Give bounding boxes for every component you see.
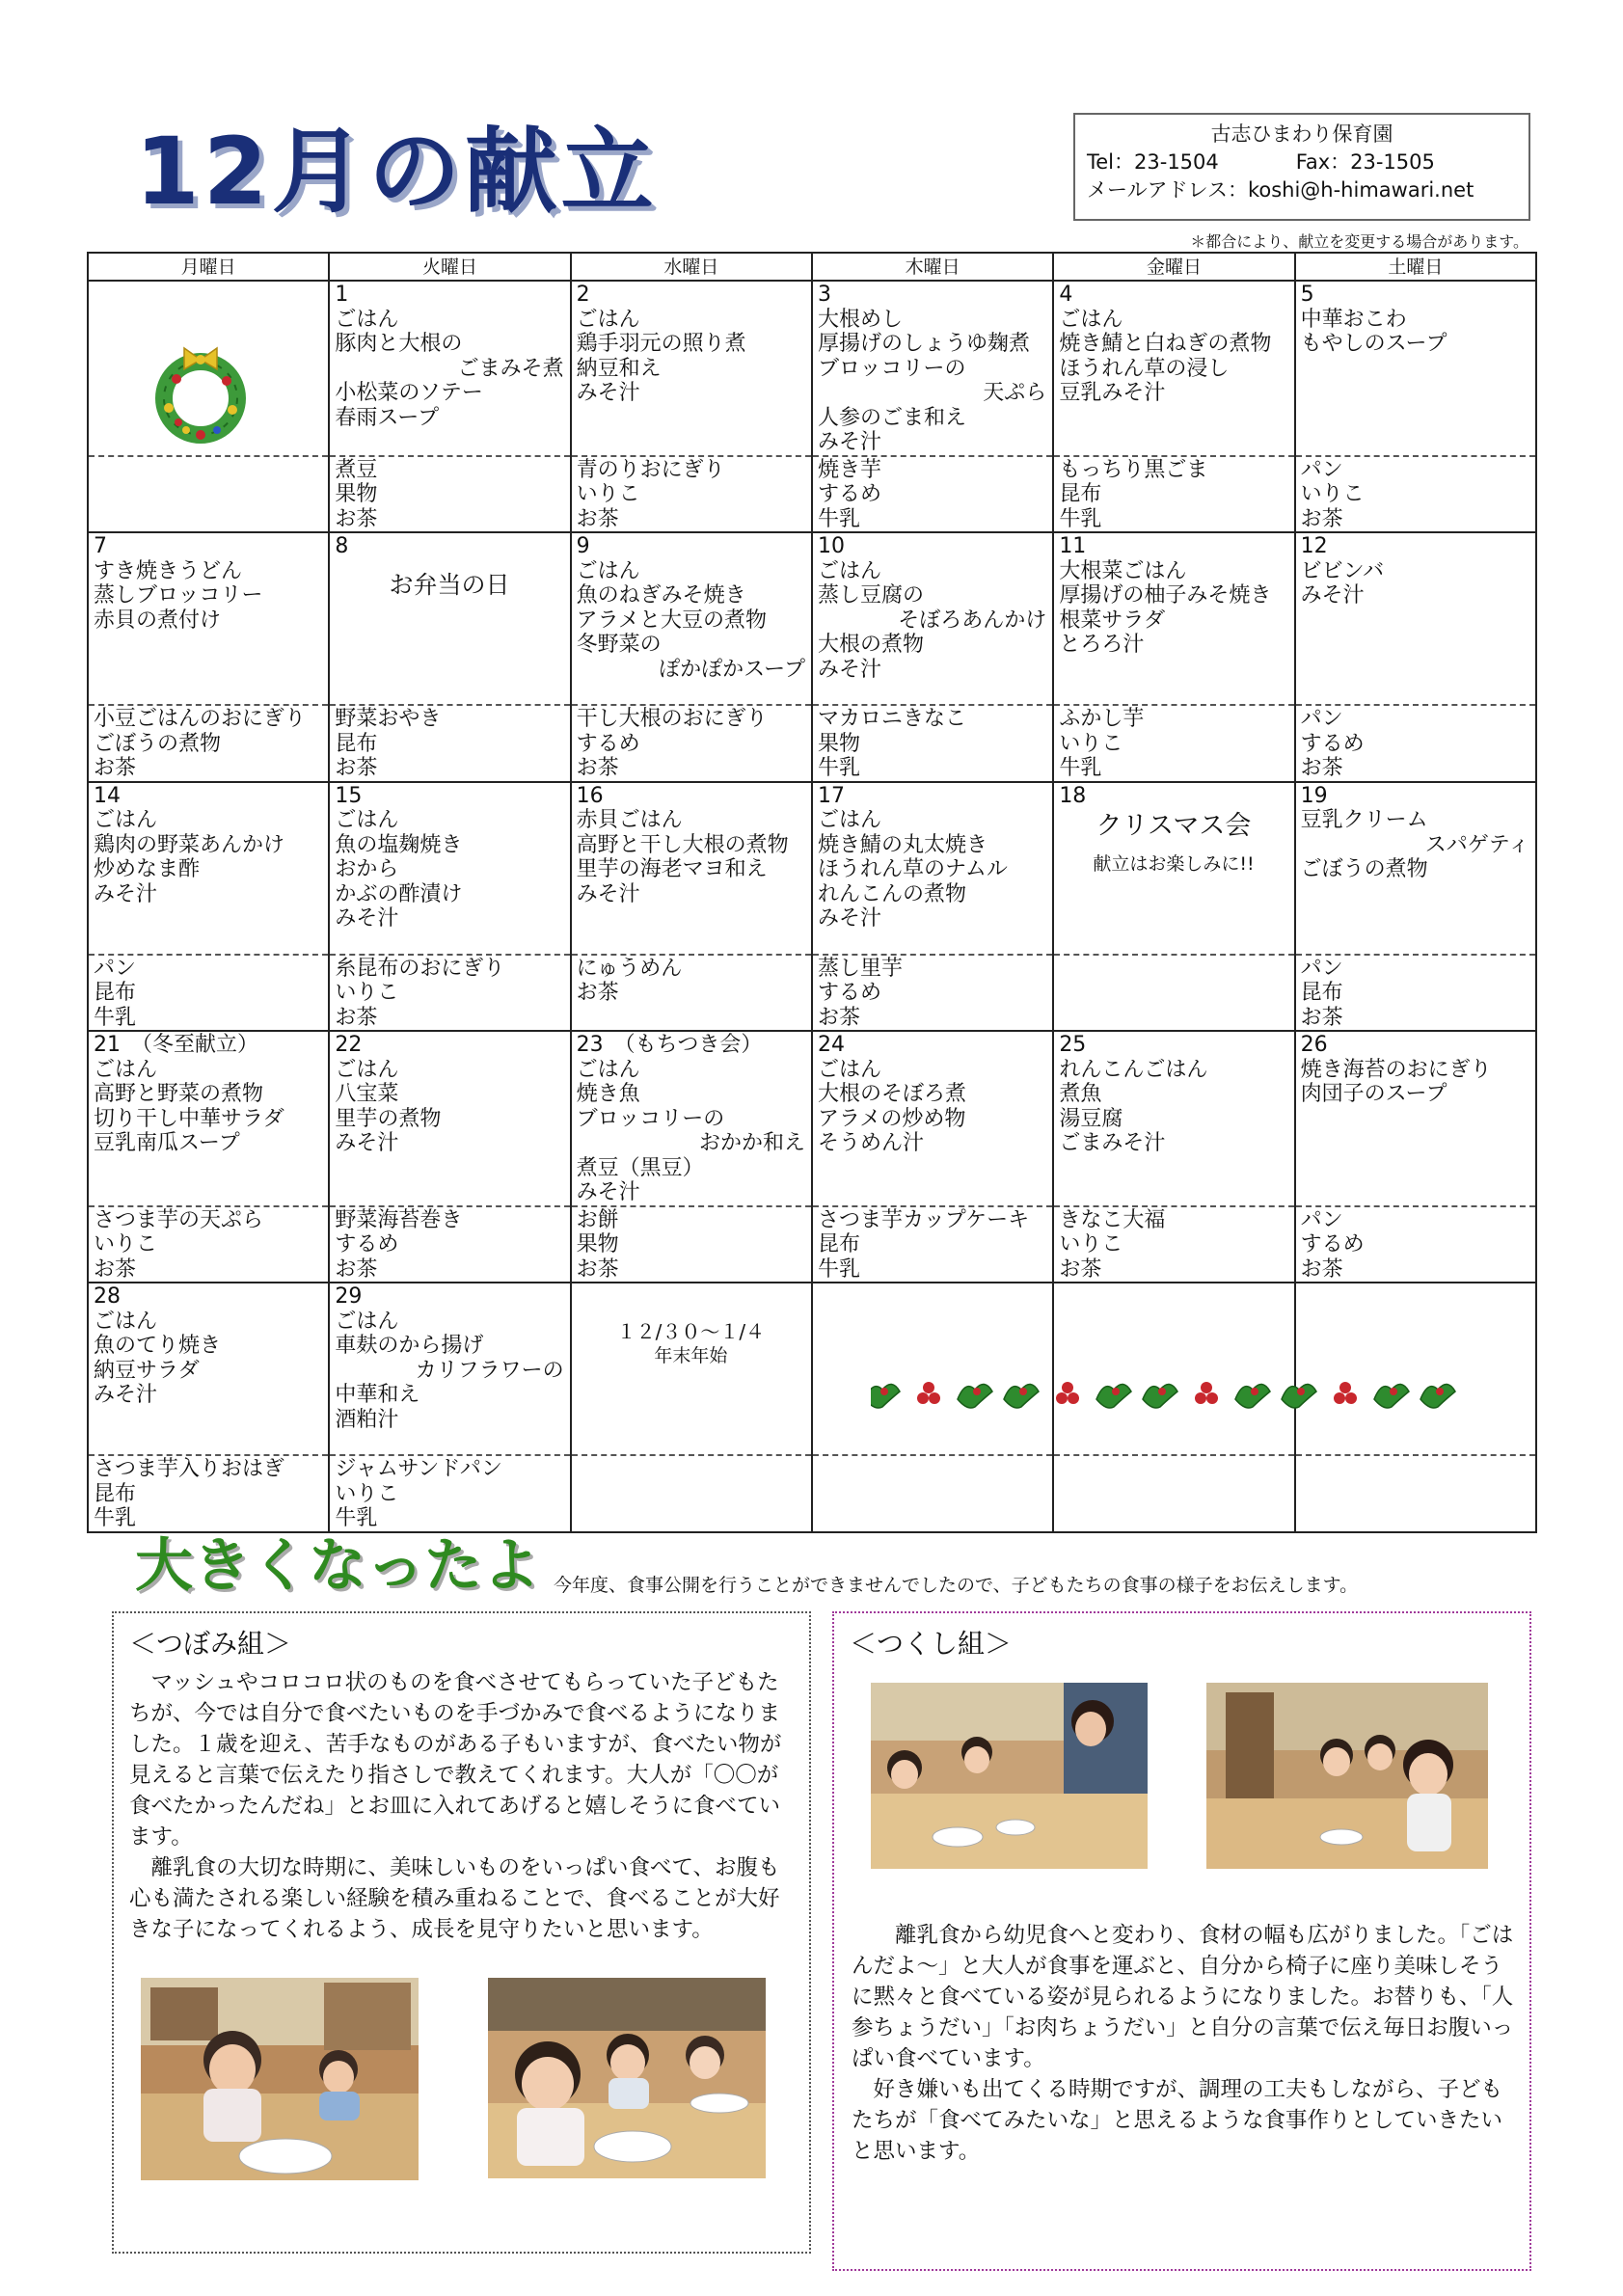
menu-item: お茶 — [817, 1005, 860, 1030]
date-number: 25 — [1059, 1033, 1087, 1057]
menu-item: 煮魚 — [1059, 1082, 1102, 1106]
menu-item: 煮豆（黒豆） — [576, 1155, 704, 1180]
menu-item: 車麸のから揚げ — [335, 1334, 484, 1358]
menu-item: ごまみそ煮 — [457, 356, 564, 381]
menu-item: ごはん — [817, 1057, 881, 1082]
tsukushi-paragraph-2: 好き嫌いも出てくる時期ですが、調理の工夫もしながら、子どもたちが「食べてみたいな」と思えるような食事作りとしていきたいと思います。 — [852, 2077, 1503, 2164]
lunch-cell — [1053, 281, 1294, 456]
week-5-lunch-row — [88, 1283, 1536, 1455]
tsubomi-paragraph-2: 離乳食の大切な時期に、美味しいものをいっぱい食べて、お腹も心も満たされる楽しい経験を積み重ねることで、食べることが大好きな子になってくれるよう、成長を見守りたいと思います。 — [129, 1855, 780, 1942]
menu-item: みそ汁 — [817, 657, 881, 682]
menu-item: するめ — [1300, 731, 1365, 756]
lunch-cell — [571, 782, 812, 955]
snack-cell — [88, 705, 329, 782]
menu-item: 人参のごま和え — [817, 405, 966, 430]
lunch-cell — [571, 1283, 812, 1455]
menu-item: みそ汁 — [817, 906, 881, 931]
lunch-cell — [812, 532, 1053, 705]
menu-item: 納豆サラダ — [94, 1358, 200, 1383]
menu-item: 切り干し中華サラダ — [94, 1106, 284, 1131]
snack-cell — [1053, 705, 1294, 782]
lunch-cell — [812, 281, 1053, 456]
menu-item: アラメと大豆の煮物 — [576, 608, 767, 633]
date-number: 29 — [335, 1284, 363, 1309]
menu-item: お茶 — [335, 1256, 378, 1282]
menu-item: 昆布 — [335, 731, 378, 756]
menu-item: ごはん — [94, 1057, 158, 1082]
lunch-cell — [329, 281, 570, 456]
menu-item: パン — [1300, 956, 1343, 981]
menu-item: 里芋の海老マヨ和え — [576, 857, 768, 881]
menu-item: お茶 — [1300, 756, 1343, 780]
menu-item: かぶの酢漬け — [335, 881, 463, 906]
snack-cell — [812, 955, 1053, 1032]
menu-item: お茶 — [576, 981, 619, 1005]
menu-item: アラメの炒め物 — [817, 1106, 966, 1131]
event-sublabel: 年末年始 — [654, 1345, 728, 1366]
snack-cell — [1053, 456, 1294, 533]
menu-item: 青のりおにぎり — [576, 457, 725, 482]
menu-item: ごはん — [576, 558, 640, 583]
menu-item: みそ汁 — [94, 1383, 158, 1407]
date-number: 23 （もちつき会） — [576, 1033, 763, 1057]
menu-item: 果物 — [576, 1232, 619, 1256]
date-number: 15 — [335, 783, 363, 808]
menu-item: 肉団子のスープ — [1300, 1082, 1447, 1106]
menu-item: 蒸し豆腐の — [817, 583, 924, 608]
snack-cell — [88, 1206, 329, 1283]
menu-item: そぼろあんかけ — [898, 608, 1047, 633]
menu-item: 春雨スープ — [335, 405, 440, 430]
menu-item: いりこ — [94, 1232, 158, 1256]
menu-item: 厚揚げのしょうゆ麹煮 — [817, 332, 1030, 356]
tsubomi-box — [112, 1611, 811, 2254]
event-label: お弁当の日 — [389, 570, 510, 599]
menu-item: 厚揚げの柚子みそ焼き — [1059, 583, 1272, 608]
lunch-cell — [329, 532, 570, 705]
menu-item: するめ — [1300, 1232, 1365, 1256]
menu-item: パン — [94, 956, 137, 981]
lunch-cell — [1053, 1031, 1294, 1206]
lunch-cell — [1295, 281, 1536, 456]
lunch-cell — [88, 782, 329, 955]
holiday-label: １２/３０～１/４ — [616, 1320, 766, 1343]
weekday-mon: 月曜日 — [88, 253, 329, 281]
menu-item: 炒めなま酢 — [94, 857, 201, 881]
menu-item: 豚肉と大根の — [335, 332, 463, 356]
date-number: 12 — [1300, 534, 1328, 558]
menu-item: 納豆和え — [576, 356, 662, 381]
menu-item: お茶 — [94, 1256, 137, 1282]
date-number: 2 — [576, 283, 590, 307]
snack-cell — [571, 955, 812, 1032]
lunch-cell — [571, 1031, 812, 1206]
email: メールアドレス：koshi@h-himawari.net — [1087, 178, 1474, 202]
date-number: 26 — [1300, 1033, 1328, 1057]
menu-item: 野菜海苔巻き — [335, 1207, 463, 1232]
date-number: 24 — [817, 1033, 845, 1057]
menu-item: 小豆ごはんのおにぎり — [94, 707, 307, 731]
menu-item: いりこ — [335, 981, 399, 1005]
menu-item: パン — [1300, 1207, 1343, 1232]
menu-item: 果物 — [335, 482, 378, 506]
tsukushi-photo-2 — [1206, 1683, 1488, 1869]
lunch-cell — [812, 782, 1053, 955]
menu-item: さつま芋の天ぷら — [94, 1207, 264, 1232]
date-number: 9 — [576, 534, 590, 558]
snack-cell — [88, 955, 329, 1032]
menu-item: ごはん — [1059, 307, 1123, 332]
menu-item: ごはん — [817, 558, 881, 583]
date-number: 5 — [1300, 283, 1314, 307]
contact-box — [1073, 113, 1530, 221]
tsukushi-box — [832, 1611, 1531, 2271]
snack-cell — [571, 456, 812, 533]
menu-item: ふかし芋 — [1059, 707, 1145, 731]
lunch-cell — [571, 532, 812, 705]
menu-item: お茶 — [1059, 1256, 1102, 1282]
week-3-lunch-row — [88, 782, 1536, 955]
date-number: 4 — [1059, 283, 1073, 307]
menu-item: ごぼうの煮物 — [1300, 857, 1428, 881]
menu-item: 焼き鯖と白ねぎの煮物 — [1059, 332, 1272, 356]
menu-item: みそ汁 — [576, 381, 640, 405]
date-number: 18 — [1059, 783, 1087, 808]
menu-item: ごはん — [335, 808, 399, 832]
menu-item: スパゲティ — [1424, 832, 1529, 857]
menu-item: お茶 — [576, 506, 619, 531]
lunch-cell — [329, 1283, 570, 1455]
lunch-cell — [1053, 1283, 1294, 1455]
snack-cell — [812, 705, 1053, 782]
lunch-cell — [88, 532, 329, 705]
week-4-snack-row — [88, 1206, 1536, 1283]
menu-item: するめ — [335, 1232, 399, 1256]
menu-item: 根菜サラダ — [1059, 608, 1166, 633]
menu-item: 牛乳 — [817, 756, 860, 780]
lunch-cell — [88, 1031, 329, 1206]
menu-item: みそ汁 — [1300, 583, 1365, 608]
snack-cell — [329, 1455, 570, 1532]
menu-item: 冬野菜の — [576, 633, 662, 657]
snack-cell — [812, 1455, 1053, 1532]
lunch-cell — [329, 782, 570, 955]
menu-item: ビビンバ — [1300, 558, 1385, 583]
menu-item: 魚の塩麹焼き — [335, 832, 463, 857]
menu-item: とろろ汁 — [1059, 633, 1145, 657]
date-number: 28 — [94, 1284, 121, 1309]
change-notice: ＊都合により、献立を変更する場合があります。 — [1190, 232, 1528, 251]
fax: Fax：23-1505 — [1295, 150, 1435, 174]
event-sublabel: 献立はお楽しみに!! — [1093, 852, 1255, 875]
menu-item: ごぼうの煮物 — [94, 731, 222, 756]
snack-cell — [1053, 1206, 1294, 1283]
menu-item: パン — [1300, 707, 1343, 731]
lunch-cell — [1053, 532, 1294, 705]
snack-cell — [329, 705, 570, 782]
menu-item: お茶 — [335, 506, 378, 531]
menu-item: 高野と野菜の煮物 — [94, 1082, 264, 1106]
menu-item: みそ汁 — [817, 430, 881, 454]
menu-item: 豆乳南瓜スープ — [94, 1131, 240, 1155]
menu-item: 果物 — [817, 731, 860, 756]
menu-item: 中華おこわ — [1300, 307, 1407, 332]
date-number: 8 — [335, 534, 349, 558]
date-number: 16 — [576, 783, 604, 808]
lunch-cell — [1295, 1283, 1536, 1455]
menu-item: さつま芋カップケーキ — [817, 1207, 1030, 1232]
menu-item: 大根菜ごはん — [1059, 558, 1187, 583]
menu-item: 鶏手羽元の照り煮 — [576, 332, 746, 356]
menu-item: お餅 — [576, 1207, 619, 1232]
menu-item: お茶 — [576, 1256, 619, 1282]
weekday-tue: 火曜日 — [329, 253, 570, 281]
snack-cell — [1295, 1206, 1536, 1283]
weekday-header-row — [88, 253, 1536, 281]
weekday-wed: 水曜日 — [571, 253, 812, 281]
menu-item: 牛乳 — [1059, 506, 1102, 531]
weekday-sat: 土曜日 — [1295, 253, 1536, 281]
menu-item: 牛乳 — [817, 1256, 860, 1282]
menu-item: 焼き魚 — [576, 1082, 640, 1106]
date-number: 7 — [94, 534, 107, 558]
snack-cell — [1295, 705, 1536, 782]
menu-item: ごはん — [817, 808, 881, 832]
menu-item: するめ — [817, 482, 881, 506]
tsukushi-photo-1 — [871, 1683, 1148, 1869]
menu-item: もやしのスープ — [1300, 332, 1447, 356]
menu-item: おから — [335, 857, 399, 881]
menu-item: にゅうめん — [576, 956, 683, 981]
lunch-cell — [88, 281, 329, 456]
menu-item: 鶏肉の野菜あんかけ — [94, 832, 285, 857]
tsukushi-paragraph-1: 離乳食から幼児食へと変わり、食材の幅も広がりました。「ごはんだよ～」と大人が食事を運ぶと、自分から椅子に座り美味しそうに黙々と食べている姿が見られるようになりました。お替りも、「人参ちょうだい」「お肉ちょうだい」と自分の言葉で伝え毎日お腹いっぱい食べています。 — [852, 1923, 1514, 2071]
snack-cell — [571, 1455, 812, 1532]
snack-cell — [329, 955, 570, 1032]
tsukushi-title: ＜つくし組＞ — [850, 1628, 1013, 1660]
date-number: 17 — [817, 783, 845, 808]
weekday-fri: 金曜日 — [1053, 253, 1294, 281]
date-number: 14 — [94, 783, 121, 808]
menu-item: 昆布 — [1059, 482, 1102, 506]
menu-item: 豆乳みそ汁 — [1059, 381, 1166, 405]
snack-cell — [329, 456, 570, 533]
snack-cell — [1295, 1455, 1536, 1532]
menu-item: 天ぷら — [983, 381, 1047, 405]
menu-item: ぽかぽかスープ — [659, 657, 805, 682]
menu-item: みそ汁 — [335, 1131, 399, 1155]
lunch-cell — [812, 1031, 1053, 1206]
menu-item: みそ汁 — [335, 906, 399, 931]
week-2-snack-row — [88, 705, 1536, 782]
menu-item: きなこ大福 — [1059, 1207, 1166, 1232]
menu-item: お茶 — [576, 756, 619, 780]
menu-item: ごはん — [335, 1309, 399, 1334]
snack-cell — [1053, 1455, 1294, 1532]
lunch-cell — [1295, 782, 1536, 955]
menu-item: さつま芋入りおはぎ — [94, 1457, 285, 1481]
snack-cell — [812, 456, 1053, 533]
menu-item: カリフラワーの — [415, 1358, 564, 1383]
menu-item: いりこ — [576, 482, 640, 506]
menu-item: ジャムサンドパン — [335, 1457, 502, 1481]
week-5-snack-row — [88, 1455, 1536, 1532]
lunch-cell — [1295, 1031, 1536, 1206]
tsubomi-text — [129, 1667, 797, 1945]
menu-item: お茶 — [94, 756, 137, 780]
snack-cell — [1295, 456, 1536, 533]
week-3-snack-row — [88, 955, 1536, 1032]
menu-item: 昆布 — [817, 1232, 860, 1256]
menu-item: みそ汁 — [576, 881, 640, 906]
menu-item: れんこんごはん — [1059, 1057, 1208, 1082]
menu-item: 八宝菜 — [335, 1082, 399, 1106]
menu-item: 大根めし — [817, 307, 903, 332]
menu-item: 焼き鯖の丸太焼き — [817, 832, 987, 857]
snack-cell — [88, 456, 329, 533]
menu-item: おかか和え — [698, 1131, 805, 1155]
menu-item: ごはん — [576, 307, 640, 332]
menu-item: 湯豆腐 — [1059, 1106, 1123, 1131]
menu-item: するめ — [817, 981, 881, 1005]
date-number: 22 — [335, 1033, 363, 1057]
snack-cell — [571, 705, 812, 782]
menu-item: そうめん汁 — [817, 1131, 924, 1155]
date-number: 10 — [817, 534, 845, 558]
menu-item: 牛乳 — [335, 1506, 378, 1530]
week-1-snack-row — [88, 456, 1536, 533]
menu-item: 小松菜のソテー — [335, 381, 483, 405]
menu-item: するめ — [576, 731, 640, 756]
week-2-lunch-row — [88, 532, 1536, 705]
menu-item: 酒粕汁 — [335, 1407, 399, 1432]
menu-item: ほうれん草の浸し — [1059, 356, 1230, 381]
snack-cell — [1053, 955, 1294, 1032]
tsubomi-photo-1 — [141, 1978, 419, 2180]
date-number: 1 — [335, 283, 349, 307]
menu-item: 干し大根のおにぎり — [576, 707, 768, 731]
menu-item: 昆布 — [94, 1481, 137, 1506]
menu-item: 昆布 — [94, 981, 137, 1005]
menu-item: 蒸し里芋 — [817, 956, 903, 981]
weekday-thu: 木曜日 — [812, 253, 1053, 281]
menu-item: もっちり黒ごま — [1059, 457, 1208, 482]
lunch-cell — [1295, 532, 1536, 705]
menu-item: ごはん — [576, 1057, 640, 1082]
menu-item: すき焼きうどん — [94, 558, 243, 583]
phone-fax — [1087, 149, 1528, 176]
menu-item: お茶 — [1300, 1256, 1343, 1282]
menu-item: パン — [1300, 457, 1343, 482]
menu-calendar — [87, 252, 1537, 1533]
menu-item: 糸昆布のおにぎり — [335, 956, 505, 981]
menu-item: 牛乳 — [94, 1005, 137, 1030]
menu-item: 魚のてり焼き — [94, 1334, 222, 1358]
menu-item: 魚のねぎみそ焼き — [576, 583, 746, 608]
week-4-lunch-row — [88, 1031, 1536, 1206]
menu-item: れんこんの煮物 — [817, 881, 966, 906]
menu-item: 赤貝の煮付け — [94, 608, 222, 633]
menu-item: 中華和え — [335, 1383, 420, 1407]
date-number: 11 — [1059, 534, 1087, 558]
menu-item: 牛乳 — [817, 506, 860, 531]
snack-cell — [571, 1206, 812, 1283]
menu-item: ブロッコリーの — [576, 1106, 725, 1131]
lunch-cell — [329, 1031, 570, 1206]
snack-cell — [329, 1206, 570, 1283]
menu-item: ほうれん草のナムル — [817, 857, 1008, 881]
menu-item: お茶 — [1300, 1005, 1343, 1030]
section-intro: 今年度、食事公開を行うことができませんでしたので、子どもたちの食事の様子をお伝えします。 — [554, 1575, 1359, 1596]
menu-item: いりこ — [1059, 1232, 1123, 1256]
menu-item: いりこ — [1300, 482, 1365, 506]
lunch-cell — [1053, 782, 1294, 955]
lunch-cell — [812, 1283, 1053, 1455]
menu-item: ごはん — [94, 808, 158, 832]
snack-cell — [1295, 955, 1536, 1032]
date-number: 19 — [1300, 783, 1328, 808]
section-heading: 大きくなったよ — [135, 1532, 540, 1600]
snack-cell — [88, 1455, 329, 1532]
menu-item: みそ汁 — [94, 881, 158, 906]
week-1-lunch-row — [88, 281, 1536, 456]
menu-item: マカロニきなこ — [817, 707, 966, 731]
menu-item: 牛乳 — [94, 1506, 137, 1530]
menu-item: みそ汁 — [576, 1180, 640, 1204]
date-number: 3 — [817, 283, 831, 307]
tsubomi-paragraph-1: マッシュやコロコロ状のものを食べさせてもらっていた子どもたちが、今では自分で食べたいものを手づかみで食べるようになりました。１歳を迎え、苦手なものがある子もいますが、食べたい物が見えると言葉で伝えたり指さしで教えてくれます。大人が「〇〇が食べたかったんだね」とお皿に入れてあげると嬉しそうに食べています。 — [129, 1670, 782, 1850]
menu-item: お茶 — [335, 756, 378, 780]
menu-item: 里芋の煮物 — [335, 1106, 442, 1131]
menu-item: お茶 — [335, 1005, 378, 1030]
menu-item: 昆布 — [1300, 981, 1343, 1005]
menu-item: 煮豆 — [335, 457, 378, 482]
menu-item: いりこ — [1059, 731, 1123, 756]
lunch-cell — [88, 1283, 329, 1455]
page-title: 12月の献立 — [135, 118, 658, 226]
menu-item: いりこ — [335, 1481, 399, 1506]
menu-item: 高野と干し大根の煮物 — [576, 832, 789, 857]
menu-item: 赤貝ごはん — [576, 808, 683, 832]
snack-cell — [812, 1206, 1053, 1283]
tsukushi-text — [852, 1920, 1519, 2167]
menu-item: ブロッコリーの — [817, 356, 966, 381]
tsubomi-photo-2 — [488, 1978, 766, 2178]
menu-item: 蒸しブロッコリー — [94, 583, 263, 608]
menu-item: ごはん — [94, 1309, 158, 1334]
menu-item: 焼き海苔のおにぎり — [1300, 1057, 1492, 1082]
lunch-cell — [571, 281, 812, 456]
menu-item: ごまみそ汁 — [1059, 1131, 1166, 1155]
menu-item: 牛乳 — [1059, 756, 1102, 780]
menu-item: 大根の煮物 — [817, 633, 924, 657]
event-label: クリスマス会 — [1096, 811, 1252, 841]
school-name: 古志ひまわり保育園 — [1210, 122, 1393, 146]
menu-item: 野菜おやき — [335, 707, 442, 731]
tel: Tel：23-1504 — [1087, 150, 1219, 174]
menu-item: 大根のそぼろ煮 — [817, 1082, 966, 1106]
menu-item: お茶 — [1300, 506, 1343, 531]
menu-item: 焼き芋 — [817, 457, 881, 482]
tsubomi-title: ＜つぼみ組＞ — [129, 1628, 292, 1660]
menu-item: ごはん — [335, 1057, 399, 1082]
date-number: 21 （冬至献立） — [94, 1033, 258, 1057]
menu-item: 豆乳クリーム — [1300, 808, 1428, 832]
menu-item: ごはん — [335, 307, 399, 332]
wreath-icon — [148, 340, 254, 446]
